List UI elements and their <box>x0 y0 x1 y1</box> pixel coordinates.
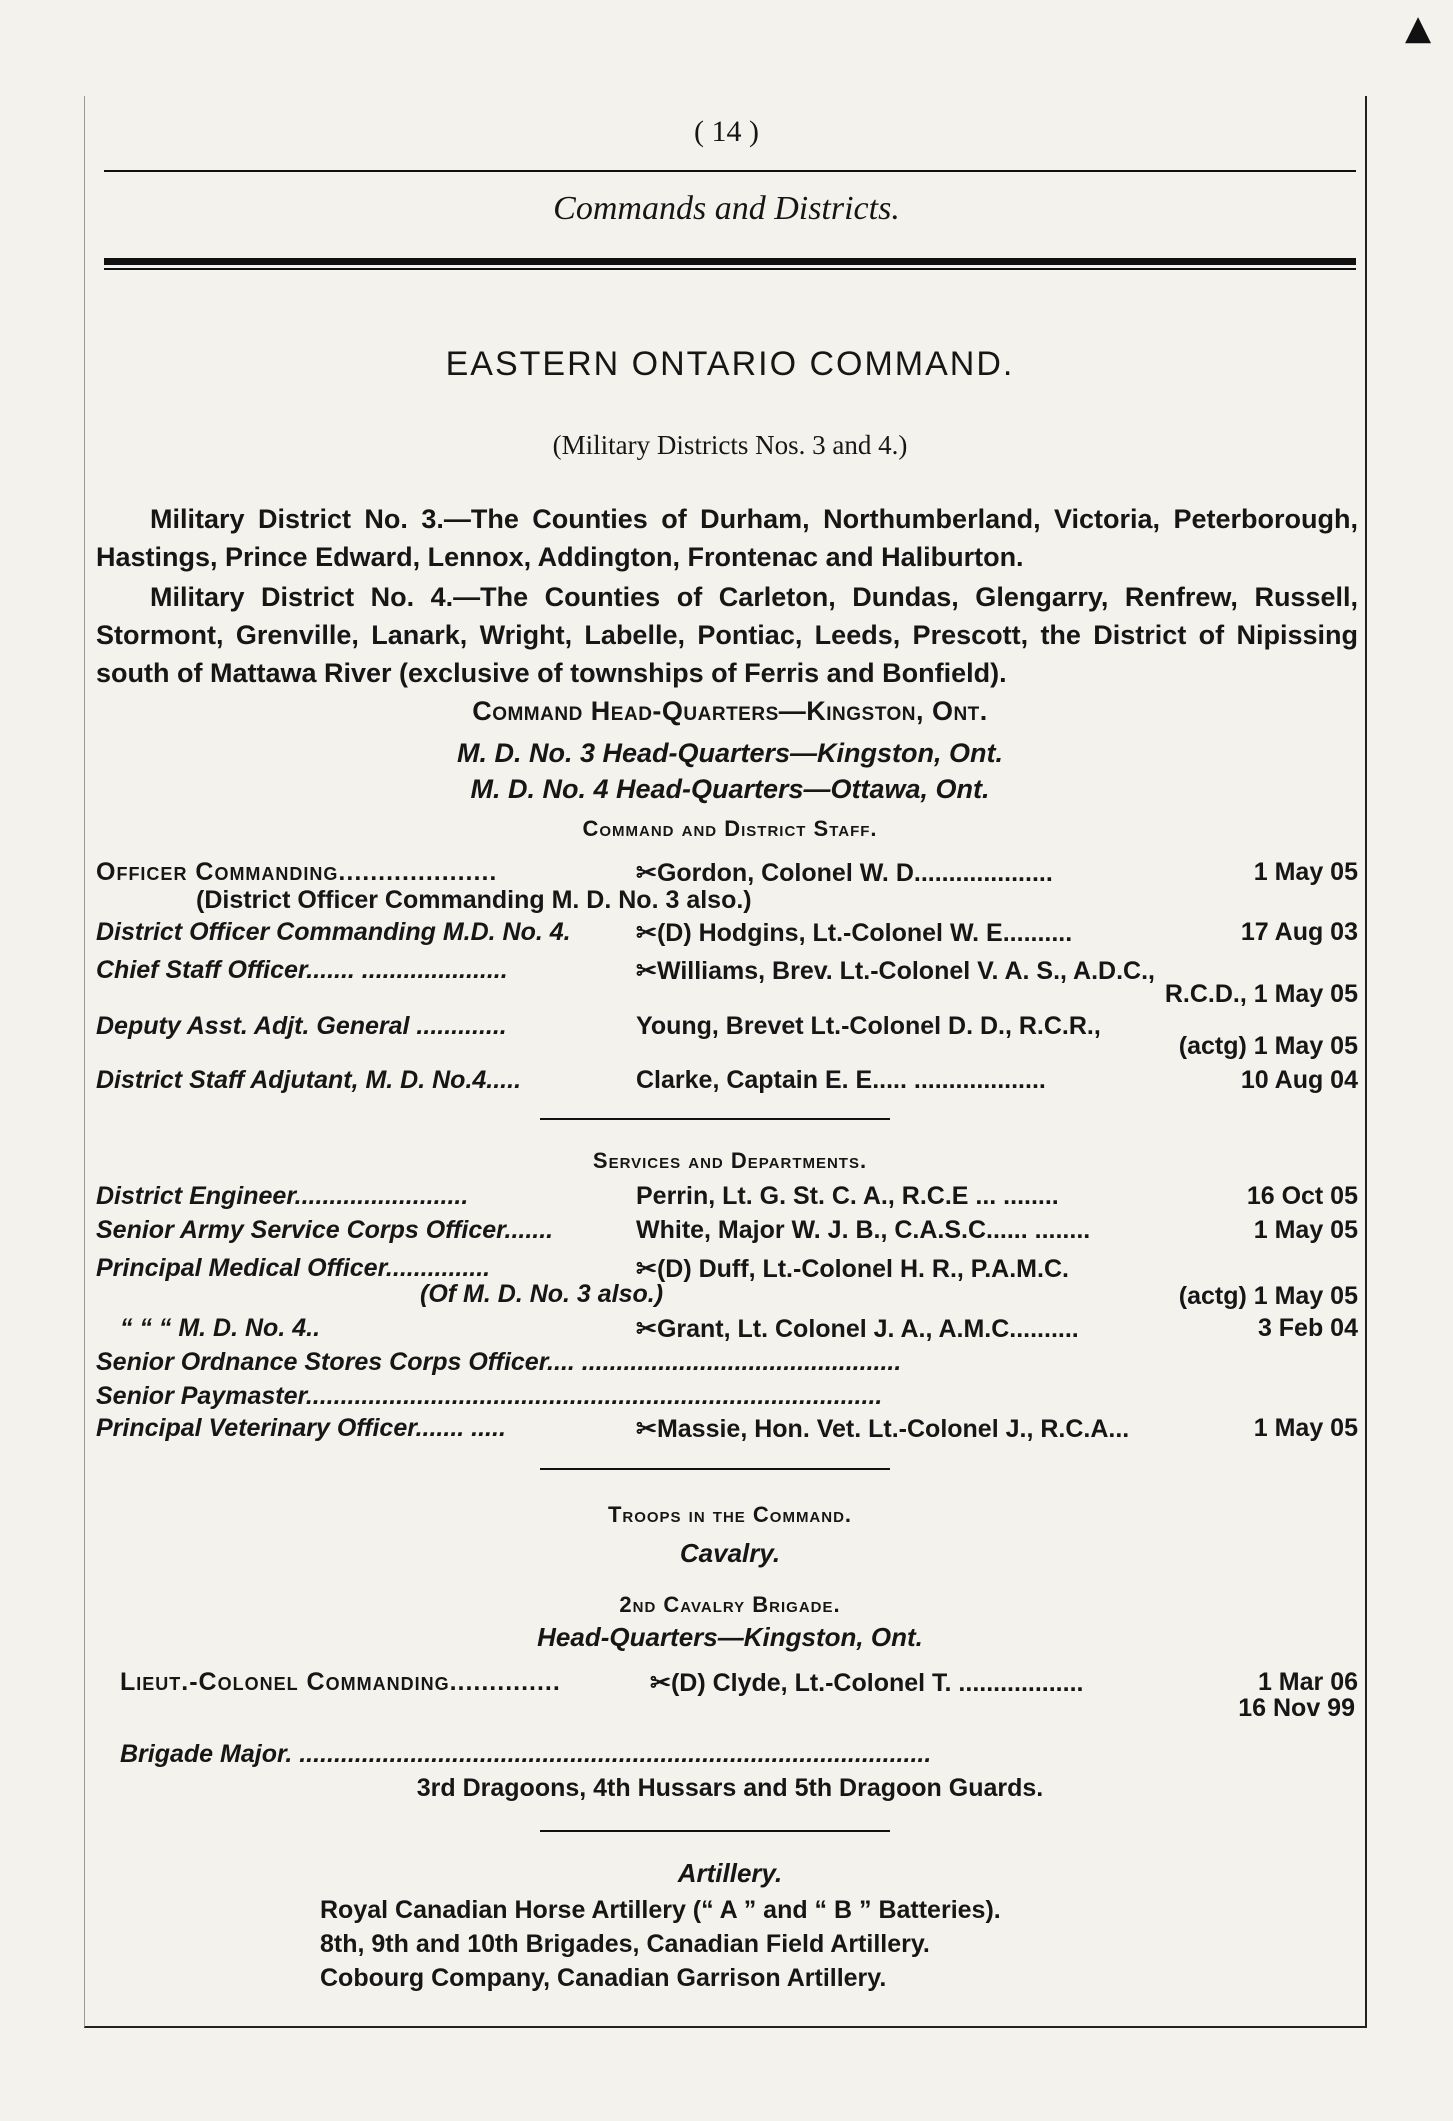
brigade-major-row <box>120 1740 1358 1774</box>
staff-row <box>96 956 1358 1008</box>
service-row-name: ✂(D) Duff, Lt.-Colonel H. R., P.A.M.C. <box>636 1255 1069 1283</box>
brigade-major-label: Brigade Major. ........................................................................................... <box>120 1740 932 1768</box>
section-divider <box>540 1468 890 1470</box>
troops-heading: Troops in the Command. <box>607 1502 853 1527</box>
service-row-label: Principal Veterinary Officer....... ..... <box>96 1414 506 1442</box>
section-divider <box>540 1830 890 1832</box>
staff-row-note: (District Officer Commanding M. D. No. 3 also.) <box>196 886 752 914</box>
service-row-date: 3 Feb 04 <box>1257 1314 1358 1342</box>
staff-row-name: ✂Gordon, Colonel W. D.................... <box>636 859 1053 887</box>
service-row-label: Senior Paymaster................................................................................... <box>96 1382 883 1410</box>
service-row <box>96 1314 1358 1348</box>
command-title: EASTERN ONTARIO COMMAND. <box>445 345 1015 383</box>
subtitle: (Military Districts Nos. 3 and 4.) <box>552 430 908 460</box>
service-row-label: “ “ “ M. D. No. 4.. <box>120 1314 321 1342</box>
staff-row-date: R.C.D., 1 May 05 <box>1164 980 1358 1008</box>
service-row-date: 16 Oct 05 <box>1246 1182 1358 1210</box>
page-frame <box>84 96 1367 2028</box>
staff-row-date: 17 Aug 03 <box>1240 918 1358 946</box>
staff-row-date: (actg) 1 May 05 <box>1178 1032 1358 1060</box>
artillery-unit: 8th, 9th and 10th Brigades, Canadian Field Artillery. <box>320 1930 930 1958</box>
services-heading: Services and Departments. <box>592 1148 868 1173</box>
command-headquarters: Command Head-Quarters—Kingston, Ont. <box>472 696 988 726</box>
staff-row-date: 1 May 05 <box>1253 858 1358 886</box>
brigade-commander-date: 1 Mar 06 <box>1257 1668 1358 1696</box>
service-row-date: (actg) 1 May 05 <box>1178 1282 1358 1310</box>
service-row-label: Senior Ordnance Stores Corps Officer.... .............................................. <box>96 1348 902 1376</box>
service-row-label: Principal Medical Officer............... <box>96 1254 491 1282</box>
artillery-unit: Cobourg Company, Canadian Garrison Artillery. <box>320 1964 887 1992</box>
staff-row-name: Young, Brevet Lt.-Colonel D. D., R.C.R., <box>636 1012 1101 1040</box>
staff-row-name: ✂Williams, Brev. Lt.-Colonel V. A. S., A.D.C., <box>636 957 1155 985</box>
thin-rule <box>104 268 1356 270</box>
arrow-up-icon: ▲ <box>1405 8 1432 48</box>
brigade-commander-date-2: 16 Nov 99 <box>1238 1694 1355 1722</box>
district-3-description: Military District No. 3.—The Counties of Durham, Northumberland, Victoria, Peterborough, Hastings, Prince Edward, Lennox, Addington, Frontenac and Haliburton. <box>96 504 1358 572</box>
staff-row-label: Deputy Asst. Adjt. General ............. <box>96 1012 507 1040</box>
service-row-name: ✂Massie, Hon. Vet. Lt.-Colonel J., R.C.A... <box>636 1415 1130 1443</box>
service-row-date: 1 May 05 <box>1253 1216 1358 1244</box>
running-head: Commands and Districts. <box>553 190 900 227</box>
brigade-commander-name: ✂(D) Clyde, Lt.-Colonel T. .................. <box>650 1669 1084 1697</box>
cavalry-units: 3rd Dragoons, 4th Hussars and 5th Dragoon Guards. <box>416 1774 1044 1802</box>
service-row <box>96 1348 1358 1382</box>
staff-row-label: District Officer Commanding M.D. No. 4. <box>96 918 571 946</box>
service-row-note: (Of M. D. No. 3 also.) <box>420 1280 664 1308</box>
service-row-label: Senior Army Service Corps Officer....... <box>96 1216 554 1244</box>
staff-row-name: Clarke, Captain E. E..... ................... <box>636 1066 1046 1094</box>
page-number: ( 14 ) <box>694 115 759 148</box>
staff-row-label: Officer Commanding.................... <box>96 858 498 886</box>
service-row-label: District Engineer......................... <box>96 1182 469 1210</box>
staff-row-date: 10 Aug 04 <box>1240 1066 1358 1094</box>
service-row <box>96 1414 1358 1448</box>
staff-row-label: Chief Staff Officer....... ..................... <box>96 956 508 984</box>
section-divider <box>540 1118 890 1120</box>
staff-row <box>96 1066 1358 1100</box>
district-4-description: Military District No. 4.—The Counties of Carleton, Dundas, Glengarry, Renfrew, Russell, Stormont, Grenville, Lanark, Wright, Labelle, Pontiac, Leeds, Prescott, the District of Nipissing south of Mattawa River (exclusive of townships of Ferris and Bonfield). <box>96 582 1358 688</box>
staff-row <box>96 918 1358 952</box>
brigade-commander-row <box>120 1668 1358 1702</box>
service-row <box>96 1216 1358 1250</box>
cavalry-heading: Cavalry. <box>679 1538 781 1568</box>
staff-row-label: District Staff Adjutant, M. D. No.4..... <box>96 1066 522 1094</box>
staff-heading: Command and District Staff. <box>582 816 878 841</box>
staff-row <box>96 1012 1358 1060</box>
service-row-name: ✂Grant, Lt. Colonel J. A., A.M.C.......... <box>636 1315 1079 1343</box>
staff-row-name: ✂(D) Hodgins, Lt.-Colonel W. E.......... <box>636 919 1073 947</box>
service-row-name: Perrin, Lt. G. St. C. A., R.C.E ... ........ <box>636 1182 1059 1210</box>
brigade-headquarters: Head-Quarters—Kingston, Ont. <box>537 1622 923 1652</box>
top-rule <box>104 170 1356 172</box>
service-row-name: White, Major W. J. B., C.A.S.C...... ........ <box>636 1216 1091 1244</box>
service-row <box>96 1382 1358 1416</box>
artillery-heading: Artillery. <box>677 1858 783 1888</box>
service-row <box>96 1182 1358 1216</box>
artillery-unit: Royal Canadian Horse Artillery (“ A ” and “ B ” Batteries). <box>320 1896 1001 1924</box>
md3-headquarters: M. D. No. 3 Head-Quarters—Kingston, Ont. <box>456 738 1004 768</box>
md4-headquarters: M. D. No. 4 Head-Quarters—Ottawa, Ont. <box>470 774 990 804</box>
service-row-date: 1 May 05 <box>1253 1414 1358 1442</box>
brigade-heading: 2nd Cavalry Brigade. <box>619 1592 841 1617</box>
brigade-commander-label: Lieut.-Colonel Commanding.............. <box>120 1668 561 1696</box>
thick-rule <box>104 258 1356 265</box>
